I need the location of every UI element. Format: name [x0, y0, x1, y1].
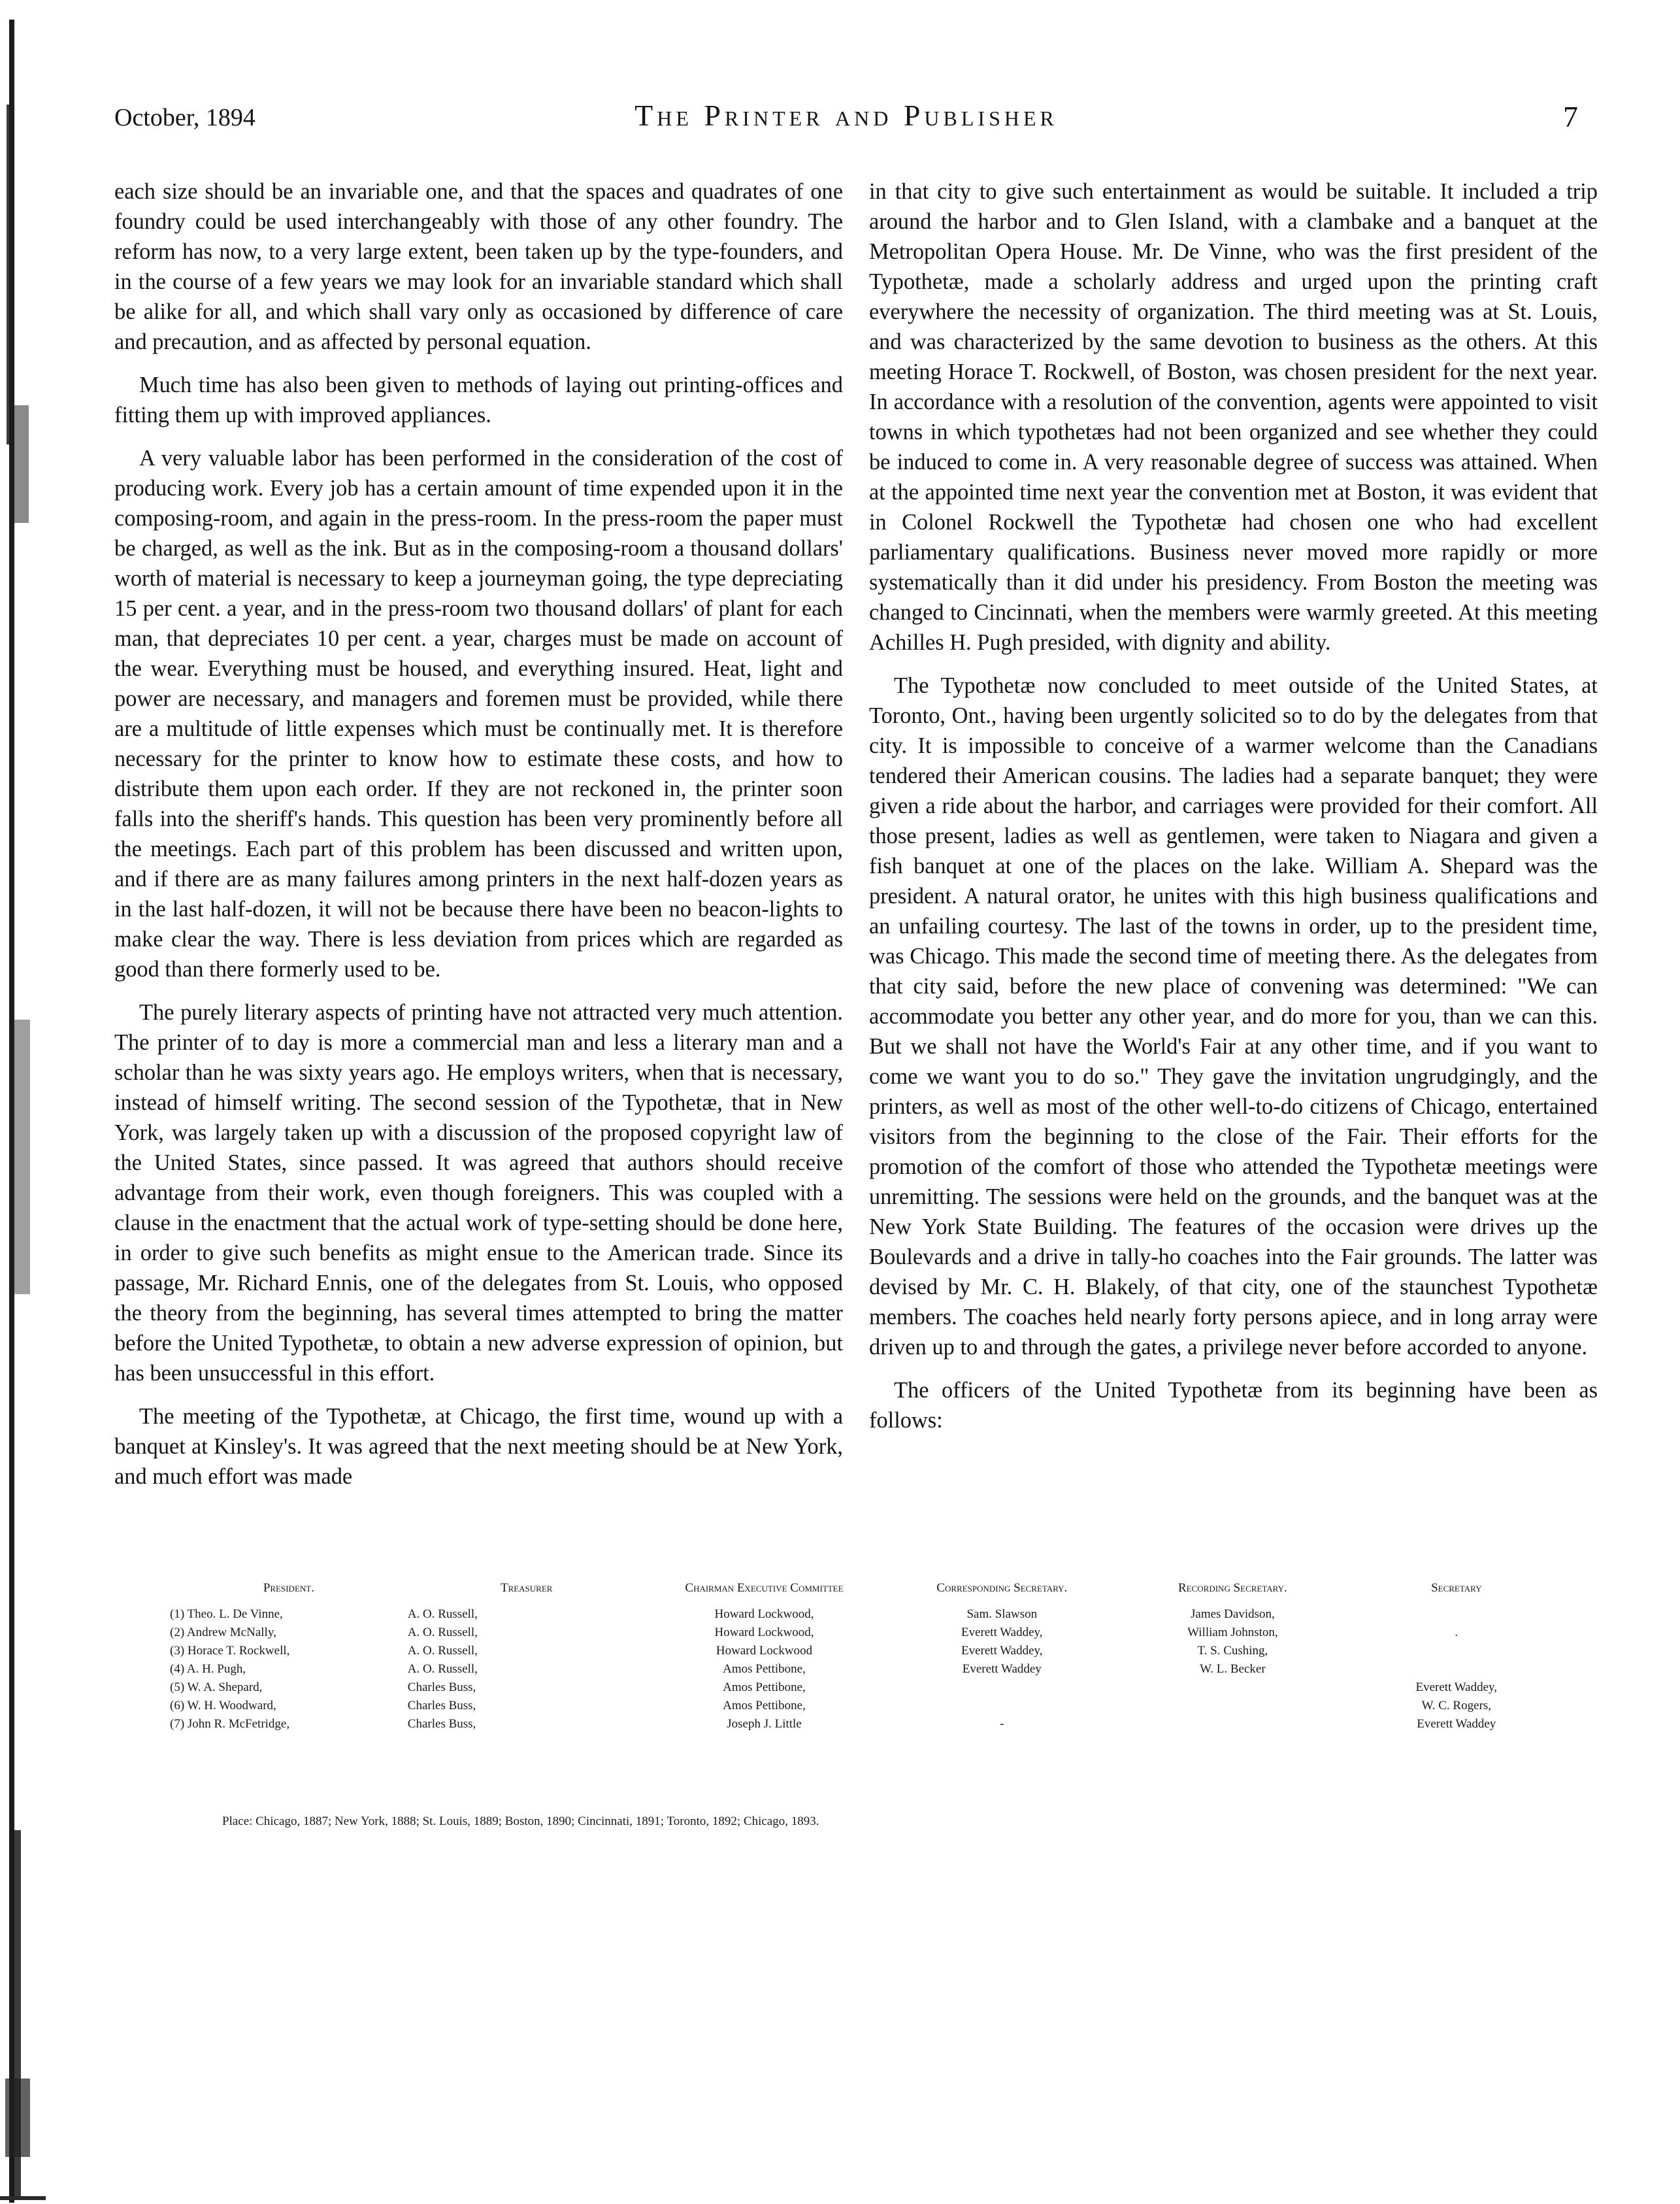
table-cell: Howard Lockwood, — [714, 1626, 814, 1639]
officers-header-row — [170, 1580, 1568, 1605]
table-row — [170, 1697, 1568, 1715]
table-cell: Everett Waddey, — [961, 1626, 1043, 1639]
table-row — [170, 1678, 1568, 1697]
table-cell: (5) W. A. Shepard, — [170, 1680, 263, 1694]
table-cell: Everett Waddey — [962, 1662, 1042, 1676]
scanned-page-edge — [0, 0, 46, 2204]
right-column — [869, 176, 1598, 1435]
table-cell — [1345, 1642, 1568, 1660]
table-cell — [1121, 1697, 1344, 1715]
table-cell: Sam. Slawson — [966, 1607, 1038, 1621]
table-row — [170, 1715, 1568, 1733]
table-cell: A. O. Russell, — [407, 1626, 478, 1639]
table-row — [170, 1624, 1568, 1642]
paragraph: each size should be an invariable one, and that the spaces and quadrates of one foundry could be used interchangeably with those of any other foundry. The reform has now, to a very large extent, been taken up by the type-founders, and in the course of a few years we may look for an invariable standard which shall be alike for all, and which shall vary only as occasioned by difference of care and precaution, and as affected by personal equation. — [114, 179, 843, 354]
officers-table — [170, 1580, 1568, 1733]
table-cell: A. O. Russell, — [407, 1662, 478, 1676]
paragraph: The officers of the United Typothetæ from its beginning have been as follows: — [869, 1378, 1598, 1433]
table-cell: Amos Pettibone, — [723, 1699, 806, 1712]
table-cell: Charles Buss, — [407, 1699, 476, 1712]
table-cell: W. C. Rogers, — [1421, 1699, 1492, 1712]
table-cell — [883, 1697, 1121, 1715]
table-cell: Howard Lockwood — [716, 1644, 813, 1658]
table-cell — [1121, 1715, 1344, 1733]
table-row — [170, 1642, 1568, 1660]
table-cell: (3) Horace T. Rockwell, — [170, 1644, 290, 1658]
column-header: Corresponding Secretary. — [936, 1581, 1068, 1595]
table-cell: W. L. Becker — [1200, 1662, 1266, 1676]
table-row — [170, 1660, 1568, 1678]
table-cell: A. O. Russell, — [407, 1607, 478, 1621]
table-cell: . — [1455, 1626, 1458, 1639]
table-cell: Joseph J. Little — [727, 1717, 802, 1731]
table-row — [170, 1605, 1568, 1624]
table-cell — [1121, 1678, 1344, 1697]
left-column — [114, 176, 843, 1492]
table-cell: - — [1000, 1717, 1004, 1731]
table-cell: Amos Pettibone, — [723, 1680, 806, 1694]
table-cell: (2) Andrew McNally, — [170, 1626, 276, 1639]
table-cell: (1) Theo. L. De Vinne, — [170, 1607, 283, 1621]
paragraph: The Typothetæ now concluded to meet outside of the United States, at Toronto, Ont., having been urgently solicited so to do by the delegates from that city. It is impossible to conceive of a warmer welcome than the Canadians tendered their American cousins. The ladies had a separate banquet; they were given a ride about the harbor, and carriages were provided for their comfort. All those present, ladies as well as gentlemen, were taken to Niagara and given a fish banquet at one of the places on the lake. William A. Shepard was the president. A natural orator, he unites with this high business qualifications and an unfailing courtesy. The last of the towns in order, up to the president time, was Chicago. This made the second time of meeting there. As the delegates from that city said, before the new place of convening was determined: "We can accommodate you better any other year, and do more for you, than we can this. But we shall not have the World's Fair at any other time, and if you want to come we want you to do so." They gave the invitation ungrudgingly, and the printers, as well as most of the other well-to-do citizens of Chicago, entertained visitors from the beginning to the close of the Fair. Their efforts for the promotion of the comfort of those who attended the Typothetæ meetings were unremitting. The sessions were held on the grounds, and the banquet was at the New York State Building. The features of the occasion were drives up the Boulevards and a drive in tally-ho coaches into the Fair grounds. The latter was devised by Mr. C. H. Blakely, of that city, one of the staunchest Typothetæ members. The coaches held nearly forty persons apiece, and in long array were driven up to and through the gates, a privilege never before accorded to anyone. — [869, 673, 1598, 1360]
paragraph: A very valuable labor has been performed in the consideration of the cost of producing work. Every job has a certain amount of time expended upon it in the composing-room, and again in the press-room. In the press-room the paper must be charged, as well as the ink. But as in the composing-room a thousand dollars' worth of material is necessary to keep a journeyman going, the type depreciating 15 per cent. a year, and in the press-room two thousand dollars' of plant for each man, that depreciates 10 per cent. a year, charges must be made on account of the wear. Everything must be housed, and everything insured. Heat, light and power are necessary, and managers and foremen must be provided, while there are a multitude of little expenses which must be continually met. It is therefore necessary for the printer to know how to estimate these costs, and how to distribute them upon each order. If they are not reckoned in, the printer soon falls into the sheriff's hands. This question has been very prominently before all the meetings. Each part of this problem has been discussed and written upon, and if there are as many failures among printers in the next half-dozen years as in the last half-dozen, it will not be because there have been no beacon-lights to make clear the way. There is less deviation from prices which are regarded as good than there formerly used to be. — [114, 446, 843, 982]
table-cell — [1345, 1660, 1568, 1678]
table-cell: Everett Waddey, — [1415, 1680, 1498, 1694]
paragraph: The meeting of the Typothetæ, at Chicago, the first time, wound up with a banquet at Kinsley's. It was agreed that the next meeting should be at New York, and much effort was made — [114, 1404, 843, 1489]
table-cell: (4) A. H. Pugh, — [170, 1662, 246, 1676]
column-header: President. — [263, 1581, 314, 1595]
table-cell: (7) John R. McFetridge, — [170, 1717, 290, 1731]
table-cell: Charles Buss, — [407, 1680, 476, 1694]
table-cell — [1345, 1605, 1568, 1624]
table-cell: William Johnston, — [1187, 1626, 1278, 1639]
publication-title: The Printer and Publisher — [634, 99, 1058, 132]
column-header: Recording Secretary. — [1178, 1581, 1287, 1595]
table-cell: A. O. Russell, — [407, 1644, 478, 1658]
meeting-places-line: Place: Chicago, 1887; New York, 1888; St. Louis, 1889; Boston, 1890; Cincinnati, 1891; Toronto, 1892; Chicago, 1893. — [222, 1814, 819, 1828]
column-header: Treasurer — [500, 1581, 553, 1595]
paragraph: Much time has also been given to methods of laying out printing-offices and fitting them up with improved appliances. — [114, 373, 843, 427]
table-cell: Howard Lockwood, — [714, 1607, 814, 1621]
table-cell: Everett Waddey, — [961, 1644, 1043, 1658]
column-header: Secretary — [1431, 1581, 1482, 1595]
table-cell: Amos Pettibone, — [723, 1662, 806, 1676]
running-header — [114, 98, 1578, 137]
paragraph: The purely literary aspects of printing have not attracted very much attention. The printer of to day is more a commercial man and less a literary man and a scholar than he was sixty years ago. He employs writers, when that is necessary, instead of himself writing. The second session of the Typothetæ, that in New York, was largely taken up with a discussion of the proposed copyright law of the United States, since passed. It was agreed that authors should receive advantage from their work, even though foreigners. This was coupled with a clause in the enactment that the actual work of type-setting should be done here, in order to give such benefits as might ensue to the American trade. Since its passage, Mr. Richard Ennis, one of the delegates from St. Louis, who opposed the theory from the beginning, has several times attempted to bring the matter before the United Typothetæ, to obtain a new adverse expression of opinion, but has been unsuccessful in this effort. — [114, 1000, 843, 1386]
table-cell — [883, 1678, 1121, 1697]
paragraph: in that city to give such entertainment as would be suitable. It included a trip around the harbor and to Glen Island, with a clambake and a banquet at the Metropolitan Opera House. Mr. De Vinne, who was the first president of the Typothetæ, made a scholarly address and urged upon the printing craft everywhere the necessity of organization. The third meeting was at St. Louis, and was characterized by the same devotion to business as the others. At this meeting Horace T. Rockwell, of Boston, was chosen president for the next year. In accordance with a resolution of the convention, agents were appointed to visit towns in which typothetæs had not been organized and see whether they could be induced to come in. A very reasonable degree of success was attained. When at the appointed time next year the convention met at Boston, it was evident that in Colonel Rockwell the Typothetæ had chosen one who had excellent parliamentary qualifications. Business never moved more rapidly or more systematically than it did under his presidency. From Boston the meeting was changed to Cincinnati, when the members were warmly greeted. At this meeting Achilles H. Pugh presided, with dignity and ability. — [869, 179, 1598, 655]
table-cell: (6) W. H. Woodward, — [170, 1699, 276, 1712]
table-cell: Charles Buss, — [407, 1717, 476, 1731]
column-header: Chairman Executive Committee — [685, 1581, 844, 1595]
table-cell: Everett Waddey — [1417, 1717, 1496, 1731]
table-cell: T. S. Cushing, — [1197, 1644, 1268, 1658]
page-number: 7 — [1563, 100, 1578, 133]
issue-date: October, 1894 — [114, 104, 255, 131]
table-cell: James Davidson, — [1191, 1607, 1275, 1621]
